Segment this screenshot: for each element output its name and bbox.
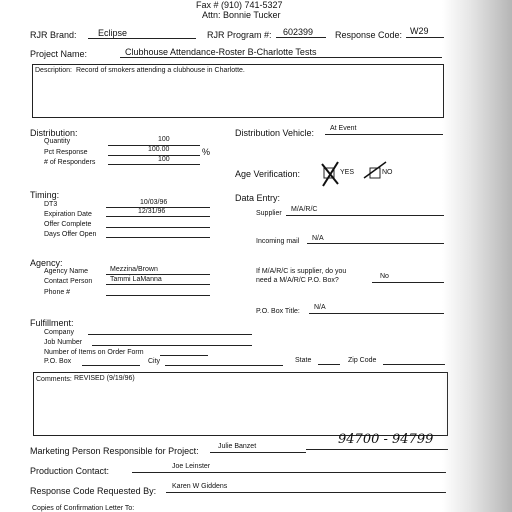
pct-response-value: 100.00 [148, 146, 170, 153]
incoming-mail-value: N/A [312, 235, 324, 242]
expiration-date-line [106, 216, 210, 217]
po-box-question-line1: If M/A/R/C is supplier, do you [256, 268, 347, 275]
items-on-order-form-label: Number of Items on Order Form [44, 349, 144, 356]
age-checkboxes [320, 158, 410, 188]
scan-shadow [442, 0, 512, 512]
company-label: Company [44, 329, 74, 336]
copies-confirmation-label: Copies of Confirmation Letter To: [32, 505, 135, 512]
age-verification-label: Age Verification: [235, 169, 301, 179]
items-on-order-form-line [160, 355, 208, 356]
quantity-value: 100 [158, 136, 170, 143]
company-line [88, 334, 252, 335]
agency-title: Agency: [30, 258, 63, 268]
program-label: RJR Program #: [207, 30, 272, 40]
description-label: Description: [35, 67, 72, 74]
expiration-date-value: 12/31/96 [138, 208, 166, 215]
offer-complete-line [106, 227, 210, 228]
supplier-value: M/A/R/C [291, 206, 318, 213]
brand-label: RJR Brand: [30, 30, 77, 40]
yes-option-label: YES [340, 169, 355, 176]
dt3-label: DT3 [44, 201, 58, 208]
po-box-answer-line [372, 282, 444, 283]
contact-person-label: Contact Person [44, 278, 93, 285]
handwritten-line [306, 449, 448, 450]
distribution-title: Distribution: [30, 128, 78, 138]
comments-label: Comments: [36, 376, 72, 383]
job-number-line [92, 345, 252, 346]
distribution-vehicle-value: At Event [330, 125, 357, 132]
expiration-date-label: Expiration Date [44, 211, 92, 218]
response-code-value: W29 [410, 26, 429, 36]
response-code-requested-label: Response Code Requested By: [30, 486, 157, 496]
quantity-label: Quantity [44, 138, 71, 145]
zip-code-label: Zip Code [348, 357, 377, 364]
phone-line [106, 295, 210, 296]
attention-line: Attn: Bonnie Tucker [202, 10, 281, 20]
incoming-mail-label: Incoming mail [256, 238, 300, 245]
no-option-label: NO [382, 169, 393, 176]
job-number-label: Job Number [44, 339, 83, 346]
phone-label: Phone # [44, 289, 71, 296]
po-box-title-value: N/A [314, 304, 326, 311]
responders-label: # of Responders [44, 159, 96, 166]
response-code-line [406, 37, 444, 38]
supplier-line [286, 215, 444, 216]
project-name-label: Project Name: [30, 49, 88, 59]
brand-line [88, 38, 196, 39]
dt3-value: 10/03/96 [140, 199, 168, 206]
state-label: State [295, 357, 312, 364]
marketing-person-line [210, 452, 306, 453]
agency-name-label: Agency Name [44, 268, 88, 275]
po-box-title-line [309, 313, 444, 314]
marketing-person-label: Marketing Person Responsible for Project: [30, 446, 199, 456]
offer-complete-label: Offer Complete [44, 221, 92, 228]
response-code-requested-value: Karen W Giddens [172, 483, 228, 490]
pct-response-line [108, 155, 200, 156]
days-offer-open-line [106, 237, 210, 238]
pct-unit: % [202, 147, 211, 157]
timing-title: Timing: [30, 190, 60, 200]
supplier-label: Supplier [256, 210, 282, 217]
fulfillment-title: Fulfillment: [30, 318, 74, 328]
distribution-vehicle-line [325, 134, 443, 135]
responders-value: 100 [158, 156, 170, 163]
response-code-label: Response Code: [335, 30, 403, 40]
contact-person-line [106, 284, 210, 285]
zip-code-line [383, 364, 445, 365]
program-value: 602399 [283, 27, 314, 37]
pct-response-label: Pct Response [44, 149, 88, 156]
production-contact-line [132, 472, 446, 473]
program-line [276, 37, 326, 38]
fulfillment-po-box-line [82, 365, 140, 366]
comments-value: REVISED (9/19/96) [74, 375, 135, 382]
days-offer-open-label: Days Offer Open [44, 231, 97, 238]
incoming-mail-line [307, 243, 444, 244]
po-box-question-line2: need a M/A/R/C P.O. Box? [256, 277, 339, 284]
description-value: Record of smokers attending a clubhouse in Charlotte. [76, 67, 245, 74]
production-contact-value: Joe Leinster [172, 463, 211, 470]
brand-value: Eclipse [98, 28, 128, 38]
po-box-title-label: P.O. Box Title: [256, 308, 300, 315]
city-line [165, 365, 283, 366]
production-contact-label: Production Contact: [30, 466, 110, 476]
po-box-answer: No [380, 273, 389, 280]
data-entry-title: Data Entry: [235, 193, 281, 203]
fulfillment-po-box-label: P.O. Box [44, 358, 72, 365]
state-line [318, 364, 340, 365]
handwritten-number-range: 94700 - 94799 [338, 432, 434, 447]
agency-name-value: Mezzina/Brown [110, 266, 158, 273]
distribution-vehicle-label: Distribution Vehicle: [235, 128, 315, 138]
city-label: City [148, 358, 161, 365]
marketing-person-value: Julie Banzet [218, 443, 257, 450]
fax-number: Fax # (910) 741-5327 [196, 0, 283, 10]
agency-name-line [106, 274, 210, 275]
contact-person-value: Tammi LaManna [110, 276, 162, 283]
responders-line [108, 164, 200, 165]
project-name-value: Clubhouse Attendance-Roster B-Charlotte Tests [125, 47, 317, 57]
project-name-line [120, 57, 442, 58]
response-code-requested-line [166, 492, 446, 493]
